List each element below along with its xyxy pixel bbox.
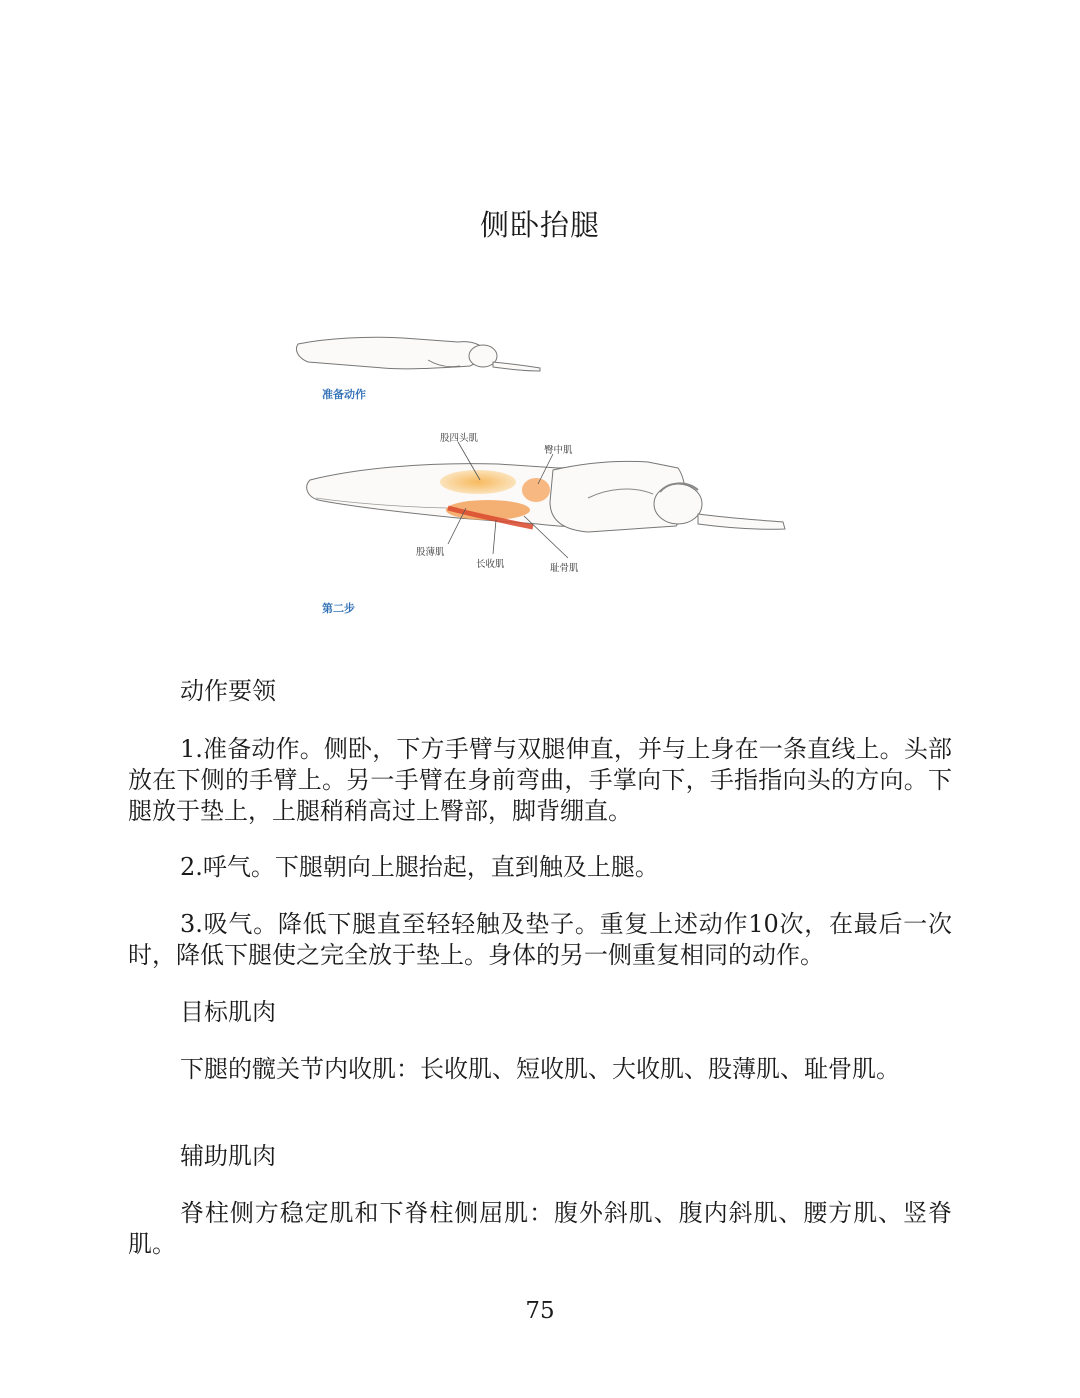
- section-technique-heading: 动作要领: [180, 677, 276, 705]
- step2-figure: [307, 442, 785, 558]
- target-muscles-text: 下腿的髋关节内收肌：长收肌、短收肌、大收肌、股薄肌、耻骨肌。: [180, 1055, 900, 1083]
- step-3-text: 3.吸气。降低下腿直至轻轻触及垫子。重复上述动作10次，在最后一次时，降低下腿使之完全放于垫上。身体的另一侧重复相同的动作。: [128, 910, 952, 969]
- step-2-text: 2.呼气。下腿朝向上腿抬起，直到触及上腿。: [180, 853, 659, 881]
- caption-prep: 准备动作: [322, 388, 366, 401]
- caption-step2: 第二步: [322, 602, 355, 615]
- gluteus-medius-highlight: [522, 478, 550, 502]
- illustration-drawing: [288, 322, 800, 622]
- label-gluteus-medius: 臀中肌: [544, 445, 573, 456]
- assist-muscles-text: 脊柱侧方稳定肌和下脊柱侧屈肌：腹外斜肌、腹内斜肌、腰方肌、竖脊肌。: [128, 1199, 952, 1258]
- arm: [698, 514, 785, 529]
- page-number: 75: [525, 1298, 555, 1324]
- quadriceps-highlight: [440, 470, 516, 494]
- label-adductor-longus: 长收肌: [476, 559, 505, 570]
- prep-figure: [296, 337, 540, 371]
- exercise-illustration: [288, 322, 800, 622]
- step-1-text: 1.准备动作。侧卧，下方手臂与双腿伸直，并与上身在一条直线上。头部放在下侧的手臂上。另一手臂在身前弯曲，手掌向下，手指指向头的方向。下腿放于垫上，上腿稍稍高过上臀部，脚背绷直。: [128, 735, 952, 825]
- label-gracilis: 股薄肌: [416, 547, 445, 558]
- label-pectineus: 耻骨肌: [550, 563, 579, 574]
- section-target-heading: 目标肌肉: [180, 998, 276, 1026]
- section-assist-heading: 辅助肌肉: [180, 1142, 276, 1170]
- label-quadriceps: 股四头肌: [440, 433, 479, 444]
- page-title: 侧卧抬腿: [479, 208, 600, 242]
